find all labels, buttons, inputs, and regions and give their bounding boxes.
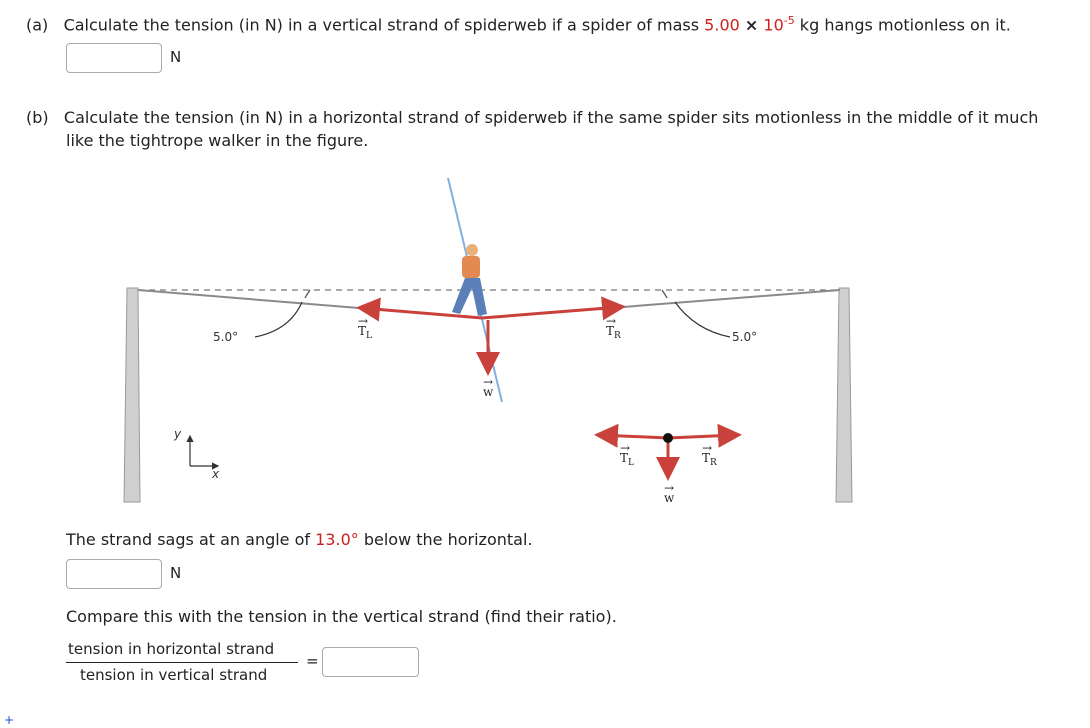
tightrope	[138, 290, 840, 318]
sag-after: below the horizontal.	[358, 530, 533, 549]
tension-left-arrow	[362, 308, 482, 318]
part-b-line1: Calculate the tension (in N) in a horizontal strand of spiderweb if the same spider sits motionless in the middle of it much	[63, 108, 1039, 127]
free-body-diagram	[600, 433, 736, 505]
part-b-unit: N	[170, 564, 182, 582]
part-b-line2: like the tightrope walker in the figure.	[66, 131, 369, 150]
svg-text:→: →	[358, 314, 369, 328]
part-b-question	[26, 107, 1038, 129]
part-a-text-after: kg hangs motionless on it.	[794, 15, 1011, 35]
label-TL: $T_L$	[358, 324, 372, 341]
svg-text:→: →	[664, 481, 675, 495]
mass-exponent: -5	[783, 14, 795, 27]
right-pole	[836, 288, 852, 502]
part-b-answer-input[interactable]	[66, 559, 162, 589]
compare-statement: Compare this with the tension in the vertical strand (find their ratio).	[66, 607, 617, 626]
angle-arc-left	[305, 290, 310, 298]
angle-label-right: 5.0°	[732, 330, 758, 344]
axis-x-label: x	[212, 467, 220, 481]
angle-label-left: 5.0°	[213, 330, 239, 344]
corner-plus-mark: +	[4, 713, 15, 727]
label-TR: $T_R$	[606, 324, 621, 341]
ratio-denominator: tension in vertical strand	[80, 666, 268, 684]
angle-leader-right	[675, 302, 730, 337]
mass-base: 10	[763, 15, 784, 35]
angle-arc-right	[662, 290, 667, 298]
svg-text:→: →	[702, 441, 713, 455]
tightrope-figure	[110, 170, 870, 515]
fbd-tension-left-arrow	[600, 435, 668, 438]
fbd-label-w: w	[664, 491, 675, 505]
tension-right-arrow	[482, 307, 620, 318]
angle-leader-left	[255, 302, 302, 337]
coordinate-axes	[173, 427, 220, 481]
sag-angle-value: 13.0°	[315, 530, 359, 549]
part-a-question	[26, 10, 1011, 36]
axis-y-label: y	[174, 427, 182, 441]
part-a-text-before: Calculate the tension (in N) in a vertical strand of spiderweb if a spider of mass	[63, 15, 705, 35]
times-sign: ×	[744, 15, 759, 35]
left-pole	[124, 288, 140, 502]
sag-statement	[66, 529, 532, 551]
svg-text:→: →	[483, 375, 494, 389]
sag-before: The strand sags at an angle of	[66, 530, 316, 549]
fbd-point	[663, 433, 673, 443]
part-a-unit: N	[170, 48, 182, 66]
mass-mantissa: 5.00	[704, 15, 740, 35]
part-a-label: (a)	[26, 15, 49, 35]
svg-text:→: →	[620, 441, 631, 455]
fbd-tension-right-arrow	[668, 435, 736, 438]
part-a-answer-input[interactable]	[66, 43, 162, 73]
svg-text:→: →	[606, 314, 617, 328]
equals-sign: =	[306, 652, 319, 670]
ratio-answer-input[interactable]	[322, 647, 419, 677]
fbd-label-TL: $T_L$	[620, 451, 634, 468]
fbd-label-TR: $T_R$	[702, 451, 717, 468]
part-b-label: (b)	[26, 108, 49, 127]
fraction-bar	[66, 662, 298, 663]
label-w: w	[483, 385, 494, 399]
ratio-numerator: tension in horizontal strand	[68, 640, 275, 658]
tightrope-walker	[452, 244, 487, 316]
